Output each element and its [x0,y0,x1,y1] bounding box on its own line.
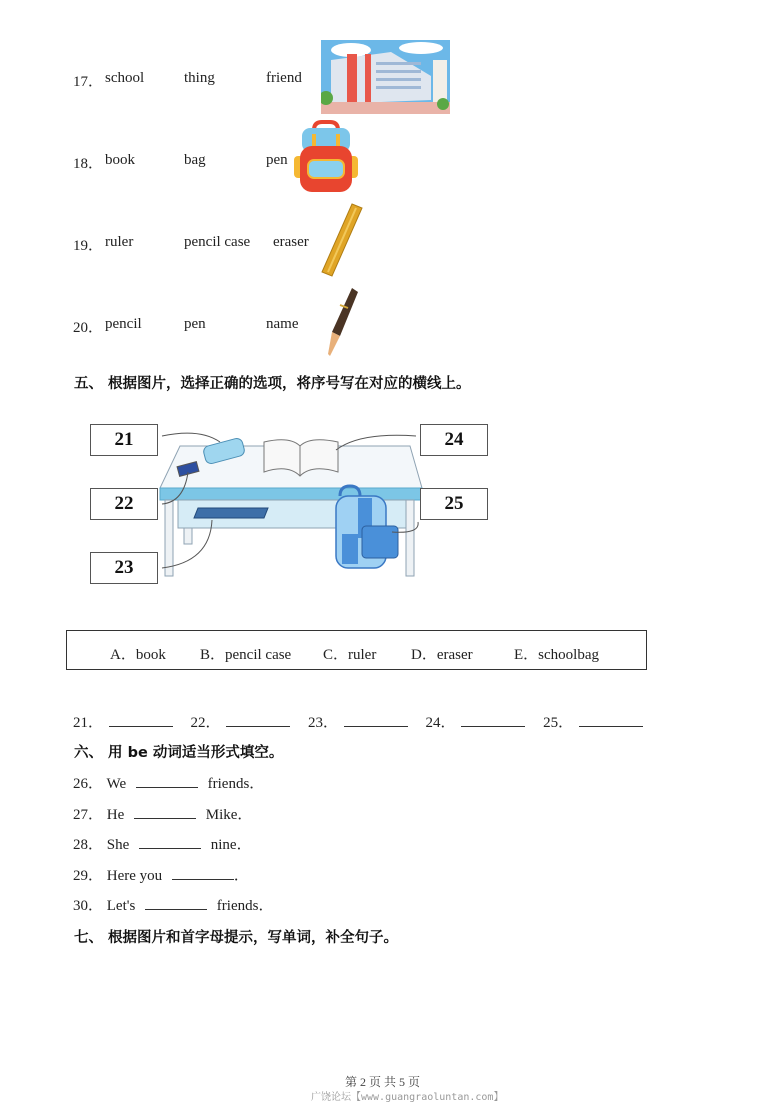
option-word: bag [184,152,206,168]
sentence-end: friends． [207,776,265,792]
answer-24-label: 24． [425,715,456,731]
question-number: 20． [73,320,104,336]
option-word: book [105,152,135,168]
label-23: 23 [90,552,158,584]
question-26 [73,772,264,793]
question-number: 29． [73,868,104,884]
question-number: 19． [73,238,104,254]
question-number: 27． [73,807,104,823]
school-building-image [321,40,450,114]
answer-blank[interactable] [145,897,207,910]
answer-24-blank[interactable] [461,714,525,727]
option-word: thing [184,70,215,86]
label-25: 25 [420,488,488,520]
answer-25-label: 25． [543,715,574,731]
question-number: 28． [73,837,104,853]
sentence-start: She [106,837,130,853]
ruler-image [318,202,364,278]
option-b: B．pencil case [200,647,292,663]
question-27 [73,803,252,824]
question-30 [73,894,273,915]
sentence-end: Mike． [205,807,253,823]
section-5-heading: 五、 根据图片，选择正确的选项，将序号写在对应的横线上。 [74,376,471,392]
answer-blank[interactable] [134,806,196,819]
answer-22-label: 22． [190,715,221,731]
label-24: 24 [420,424,488,456]
option-word: pencil [105,316,142,332]
sentence-start: Here you [106,868,163,884]
option-a: A．book [110,647,166,663]
option-word: friend [266,70,302,86]
answer-blank[interactable] [136,775,198,788]
option-e: E．schoolbag [514,647,599,663]
answer-blank[interactable] [139,836,201,849]
answer-22-blank[interactable] [226,714,290,727]
fountain-pen-image [318,286,362,360]
answer-23-blank[interactable] [344,714,408,727]
sentence-start: We [106,776,127,792]
answer-row [73,711,643,732]
option-word: pen [266,152,288,168]
section-6-heading: 六、 用 be 动词适当形式填空。 [74,745,284,761]
sentence-end: nine． [210,837,252,853]
option-c: C．ruler [323,647,377,663]
question-number: 18． [73,156,104,172]
option-d: D．eraser [411,647,473,663]
answer-25-blank[interactable] [579,714,643,727]
section-7-heading: 七、 根据图片和首字母提示，写单词，补全句子。 [74,930,399,946]
options-box [66,630,647,670]
option-word: ruler [105,234,134,250]
watermark: 广饶论坛【www.guangraoluntan.com】 [311,1092,504,1103]
answer-23-label: 23． [308,715,339,731]
sentence-start: Let's [106,898,136,914]
option-word: school [105,70,145,86]
question-number: 17． [73,74,104,90]
question-28 [73,833,252,854]
schoolbag-image [292,120,360,196]
label-21: 21 [90,424,158,456]
answer-21-blank[interactable] [109,714,173,727]
question-29 [73,864,249,885]
answer-21-label: 21． [73,715,104,731]
option-word: pencil case [184,234,251,250]
option-word: pen [184,316,206,332]
desk-illustration [80,402,500,592]
label-22: 22 [90,488,158,520]
sentence-start: He [106,807,125,823]
answer-blank[interactable] [172,867,234,880]
question-number: 26． [73,776,104,792]
page-number: 第 2 页 共 5 页 [345,1075,421,1089]
option-word: eraser [273,234,309,250]
sentence-end: friends． [216,898,274,914]
option-word: name [266,316,299,332]
sentence-end: ． [233,868,249,884]
question-number: 30． [73,898,104,914]
